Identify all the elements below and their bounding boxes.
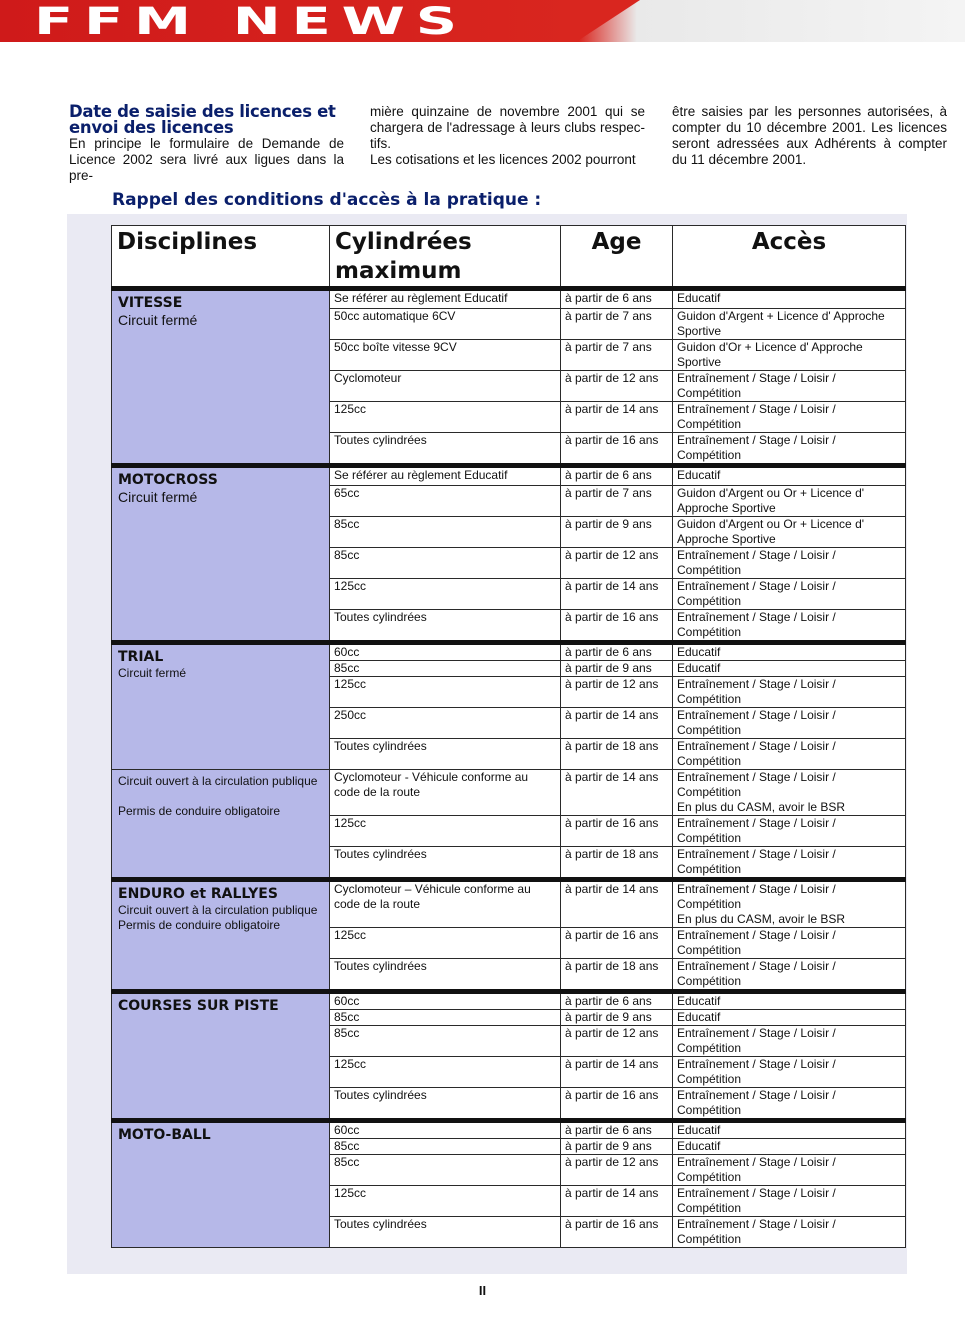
- discipline-name: MOTO-BALL: [118, 1127, 211, 1143]
- cell-cylindree: 85cc: [330, 1026, 561, 1057]
- table-row: [112, 643, 906, 661]
- acces-line2: Compétition: [677, 1170, 742, 1184]
- cell-age: à partir de 16 ans: [561, 1088, 673, 1121]
- article-heading: Date de saisie des licences et envoi des licences: [69, 102, 336, 137]
- cell-acces: [673, 402, 906, 433]
- acces-line2: Sportive: [677, 324, 722, 338]
- cell-acces: [673, 959, 906, 992]
- table-row: [112, 770, 906, 816]
- cell-acces: [673, 708, 906, 739]
- cyl-line2: code de la route: [334, 785, 421, 799]
- acces-line1: Entraînement / Stage / Loisir /: [677, 959, 836, 973]
- discipline-sub: Circuit fermé: [118, 489, 198, 505]
- acces-line1: Entraînement / Stage / Loisir /: [677, 371, 836, 385]
- cell-cylindree: Cyclomoteur: [330, 371, 561, 402]
- cell-acces: [673, 309, 906, 340]
- discipline-name: COURSES SUR PISTE: [118, 998, 279, 1014]
- cell-age: à partir de 12 ans: [561, 1155, 673, 1186]
- acces-line2: Compétition: [677, 943, 742, 957]
- cell-acces: [673, 340, 906, 371]
- cell-age: à partir de 6 ans: [561, 466, 673, 486]
- cell-acces: [673, 770, 906, 816]
- acces-line2: Compétition: [677, 563, 742, 577]
- acces-line2: Approche Sportive: [677, 532, 776, 546]
- acces-line1: Entraînement / Stage / Loisir /: [677, 1057, 836, 1071]
- table-row: [112, 880, 906, 928]
- cell-cylindree: 125cc: [330, 579, 561, 610]
- cell-age: à partir de 18 ans: [561, 847, 673, 880]
- cell-acces: [673, 579, 906, 610]
- cell-age: à partir de 14 ans: [561, 579, 673, 610]
- cell-acces: [673, 1155, 906, 1186]
- cell-age: à partir de 12 ans: [561, 371, 673, 402]
- acces-line1: Entraînement / Stage / Loisir /: [677, 816, 836, 830]
- article-text-2b: Les cotisations et les licences 2002 pourront: [370, 152, 636, 167]
- acces-line1: Entraînement / Stage / Loisir /: [677, 677, 836, 691]
- cell-acces: Educatif: [673, 1121, 906, 1139]
- discipline-name: ENDURO et RALLYES: [118, 886, 278, 902]
- cell-cylindree: 85cc: [330, 661, 561, 677]
- cell-cylindree: [330, 770, 561, 816]
- conditions-table: [111, 225, 906, 1248]
- cell-cylindree: Toutes cylindrées: [330, 1217, 561, 1248]
- cell-cylindree: 125cc: [330, 1186, 561, 1217]
- discipline-sub: Circuit fermé: [118, 312, 198, 328]
- acces-line1: Entraînement / Stage / Loisir /: [677, 882, 836, 896]
- acces-line1: Entraînement / Stage / Loisir /: [677, 548, 836, 562]
- cell-acces: Educatif: [673, 466, 906, 486]
- cell-cylindree: 65cc: [330, 486, 561, 517]
- acces-line3: En plus du CASM, avoir le BSR: [677, 912, 846, 926]
- cell-acces: [673, 433, 906, 466]
- cell-cylindree: 60cc: [330, 1121, 561, 1139]
- discipline-courses-sur-piste: [112, 992, 330, 1121]
- cell-acces: [673, 517, 906, 548]
- table-row: [112, 289, 906, 309]
- header-age: Age: [561, 226, 673, 289]
- cell-cylindree: Toutes cylindrées: [330, 1088, 561, 1121]
- cell-cylindree: 85cc: [330, 1010, 561, 1026]
- cell-age: à partir de 14 ans: [561, 708, 673, 739]
- banner-title: FFM NEWS: [34, 0, 468, 43]
- article-text-3: être saisies par les personnes autorisées, à compter du 10 décembre 2001. Les licences seront adressées aux Adhérents à compter du 11 décembre 2001.: [672, 104, 947, 167]
- discipline-name: MOTOCROSS: [118, 472, 218, 488]
- acces-line1: Entraînement / Stage / Loisir /: [677, 1026, 836, 1040]
- cell-acces: [673, 371, 906, 402]
- cell-age: à partir de 16 ans: [561, 816, 673, 847]
- acces-line1: Entraînement / Stage / Loisir /: [677, 1088, 836, 1102]
- acces-line2: Compétition: [677, 1103, 742, 1117]
- cell-cylindree: Toutes cylindrées: [330, 739, 561, 770]
- acces-line3: En plus du CASM, avoir le BSR: [677, 800, 846, 814]
- cell-acces: [673, 1057, 906, 1088]
- cell-age: à partir de 14 ans: [561, 1057, 673, 1088]
- cell-age: à partir de 16 ans: [561, 433, 673, 466]
- cell-cylindree: 125cc: [330, 928, 561, 959]
- cell-cylindree: Toutes cylindrées: [330, 433, 561, 466]
- cell-cylindree: 60cc: [330, 992, 561, 1010]
- cell-age: à partir de 6 ans: [561, 992, 673, 1010]
- table-header-row: [112, 226, 906, 289]
- discipline-vitesse: [112, 289, 330, 466]
- article-text-1: En principe le formulaire de Demande de Licence 2002 sera livré aux ligues dans la pre-: [69, 136, 344, 183]
- discipline-moto-ball: [112, 1121, 330, 1248]
- cell-age: à partir de 14 ans: [561, 1186, 673, 1217]
- cell-cylindree: 125cc: [330, 1057, 561, 1088]
- acces-line2: Compétition: [677, 1232, 742, 1246]
- article-text-2a: mière quinzaine de novembre 2001 qui se chargera de l'adressage à leurs clubs respec-tifs.: [370, 104, 645, 151]
- discipline-trial-open-road: [112, 770, 330, 880]
- cell-acces: Educatif: [673, 289, 906, 309]
- acces-line2: Approche Sportive: [677, 501, 776, 515]
- header-cylindrees-line1: Cylindrées: [335, 229, 472, 255]
- acces-line1: Entraînement / Stage / Loisir /: [677, 1186, 836, 1200]
- cell-cylindree: 50cc automatique 6CV: [330, 309, 561, 340]
- cell-age: à partir de 14 ans: [561, 770, 673, 816]
- cyl-line1: Cyclomoteur - Véhicule conforme au: [334, 770, 529, 784]
- cell-cylindree: [330, 880, 561, 928]
- article-column-3: [672, 104, 947, 168]
- cell-acces: [673, 610, 906, 643]
- acces-line1: Entraînement / Stage / Loisir /: [677, 402, 836, 416]
- cell-age: à partir de 16 ans: [561, 1217, 673, 1248]
- acces-line1: Guidon d'Argent + Licence d' Approche: [677, 309, 885, 323]
- acces-line2: Compétition: [677, 386, 742, 400]
- acces-line2: Compétition: [677, 625, 742, 639]
- cell-acces: [673, 677, 906, 708]
- acces-line2: Compétition: [677, 723, 742, 737]
- acces-line2: Compétition: [677, 974, 742, 988]
- acces-line2: Compétition: [677, 1072, 742, 1086]
- cell-acces: [673, 928, 906, 959]
- cell-age: à partir de 9 ans: [561, 517, 673, 548]
- discipline-enduro: [112, 880, 330, 992]
- acces-line1: Entraînement / Stage / Loisir /: [677, 1217, 836, 1231]
- acces-line2: Compétition: [677, 862, 742, 876]
- acces-line2: Compétition: [677, 417, 742, 431]
- cell-age: à partir de 14 ans: [561, 402, 673, 433]
- acces-line2: Compétition: [677, 692, 742, 706]
- table-row: [112, 1121, 906, 1139]
- acces-line1: Entraînement / Stage / Loisir /: [677, 1155, 836, 1169]
- acces-line2: Compétition: [677, 594, 742, 608]
- article-column-2: [370, 104, 645, 168]
- cell-age: à partir de 16 ans: [561, 928, 673, 959]
- cell-cylindree: Toutes cylindrées: [330, 847, 561, 880]
- cell-age: à partir de 9 ans: [561, 661, 673, 677]
- acces-line1: Guidon d'Argent ou Or + Licence d': [677, 486, 865, 500]
- acces-line1: Entraînement / Stage / Loisir /: [677, 433, 836, 447]
- cell-acces: [673, 1088, 906, 1121]
- cell-age: à partir de 14 ans: [561, 880, 673, 928]
- cell-cylindree: 250cc: [330, 708, 561, 739]
- section-heading: Rappel des conditions d'accès à la pratique :: [112, 190, 542, 210]
- cell-cylindree: 60cc: [330, 643, 561, 661]
- cell-acces: [673, 486, 906, 517]
- acces-line1: Guidon d'Or + Licence d' Approche: [677, 340, 863, 354]
- cell-age: à partir de 9 ans: [561, 1010, 673, 1026]
- acces-line2: Compétition: [677, 1201, 742, 1215]
- cell-cylindree: 50cc boîte vitesse 9CV: [330, 340, 561, 371]
- cell-acces: Educatif: [673, 1139, 906, 1155]
- cell-cylindree: 85cc: [330, 1139, 561, 1155]
- cell-acces: [673, 739, 906, 770]
- discipline-name: VITESSE: [118, 295, 183, 311]
- cell-cylindree: 125cc: [330, 677, 561, 708]
- cell-age: à partir de 7 ans: [561, 309, 673, 340]
- header-disciplines: Disciplines: [112, 226, 330, 289]
- acces-line2: Compétition: [677, 1041, 742, 1055]
- cell-cylindree: Toutes cylindrées: [330, 959, 561, 992]
- cell-acces: Educatif: [673, 661, 906, 677]
- cell-cylindree: Toutes cylindrées: [330, 610, 561, 643]
- discipline-sub: Circuit fermé: [118, 666, 187, 680]
- acces-line2: Sportive: [677, 355, 722, 369]
- cell-age: à partir de 6 ans: [561, 643, 673, 661]
- header-banner: [0, 0, 965, 42]
- cell-cylindree: 85cc: [330, 517, 561, 548]
- cell-age: à partir de 12 ans: [561, 1026, 673, 1057]
- cell-age: à partir de 16 ans: [561, 610, 673, 643]
- acces-line1: Entraînement / Stage / Loisir /: [677, 708, 836, 722]
- cell-age: à partir de 6 ans: [561, 289, 673, 309]
- cell-age: à partir de 18 ans: [561, 739, 673, 770]
- banner-wedge: [560, 0, 640, 42]
- discipline-trial: [112, 643, 330, 770]
- cell-acces: [673, 1217, 906, 1248]
- discipline-sub: Permis de conduire obligatoire: [118, 804, 281, 818]
- cell-age: à partir de 18 ans: [561, 959, 673, 992]
- cell-acces: [673, 548, 906, 579]
- cell-acces: Educatif: [673, 643, 906, 661]
- header-acces: Accès: [673, 226, 906, 289]
- cell-age: à partir de 12 ans: [561, 677, 673, 708]
- discipline-name: TRIAL: [118, 649, 164, 665]
- cell-cylindree: Se référer au règlement Educatif: [330, 289, 561, 309]
- cell-acces: [673, 1026, 906, 1057]
- cyl-line2: code de la route: [334, 897, 421, 911]
- table-row: [112, 992, 906, 1010]
- discipline-sub: Circuit ouvert à la circulation publique: [118, 774, 318, 788]
- acces-line1: Entraînement / Stage / Loisir /: [677, 579, 836, 593]
- discipline-sub: Permis de conduire obligatoire: [118, 918, 281, 932]
- acces-line1: Entraînement / Stage / Loisir /: [677, 928, 836, 942]
- table-row: [112, 466, 906, 486]
- cell-acces: [673, 1186, 906, 1217]
- acces-line2: Compétition: [677, 897, 742, 911]
- header-cylindrees-line2: maximum: [335, 258, 462, 284]
- cell-age: à partir de 6 ans: [561, 1121, 673, 1139]
- discipline-sub: Circuit ouvert à la circulation publique: [118, 903, 318, 917]
- acces-line2: Compétition: [677, 785, 742, 799]
- acces-line1: Entraînement / Stage / Loisir /: [677, 610, 836, 624]
- cell-acces: Educatif: [673, 1010, 906, 1026]
- cell-acces: [673, 847, 906, 880]
- acces-line2: Compétition: [677, 448, 742, 462]
- cell-age: à partir de 7 ans: [561, 486, 673, 517]
- header-cylindrees: [330, 226, 561, 289]
- cell-cylindree: 85cc: [330, 548, 561, 579]
- acces-line1: Guidon d'Argent ou Or + Licence d': [677, 517, 865, 531]
- discipline-motocross: [112, 466, 330, 643]
- acces-line2: Compétition: [677, 754, 742, 768]
- acces-line1: Entraînement / Stage / Loisir /: [677, 739, 836, 753]
- cell-acces: [673, 880, 906, 928]
- cell-cylindree: 125cc: [330, 402, 561, 433]
- cell-acces: Educatif: [673, 992, 906, 1010]
- cell-cylindree: Se référer au règlement Educatif: [330, 466, 561, 486]
- cell-acces: [673, 816, 906, 847]
- acces-line1: Entraînement / Stage / Loisir /: [677, 770, 836, 784]
- cell-cylindree: 85cc: [330, 1155, 561, 1186]
- cell-age: à partir de 7 ans: [561, 340, 673, 371]
- article-column-1: [69, 104, 344, 184]
- cell-cylindree: 125cc: [330, 816, 561, 847]
- cell-age: à partir de 12 ans: [561, 548, 673, 579]
- cyl-line1: Cyclomoteur – Véhicule conforme au: [334, 882, 531, 896]
- cell-age: à partir de 9 ans: [561, 1139, 673, 1155]
- acces-line2: Compétition: [677, 831, 742, 845]
- page-number: II: [478, 1283, 487, 1298]
- acces-line1: Entraînement / Stage / Loisir /: [677, 847, 836, 861]
